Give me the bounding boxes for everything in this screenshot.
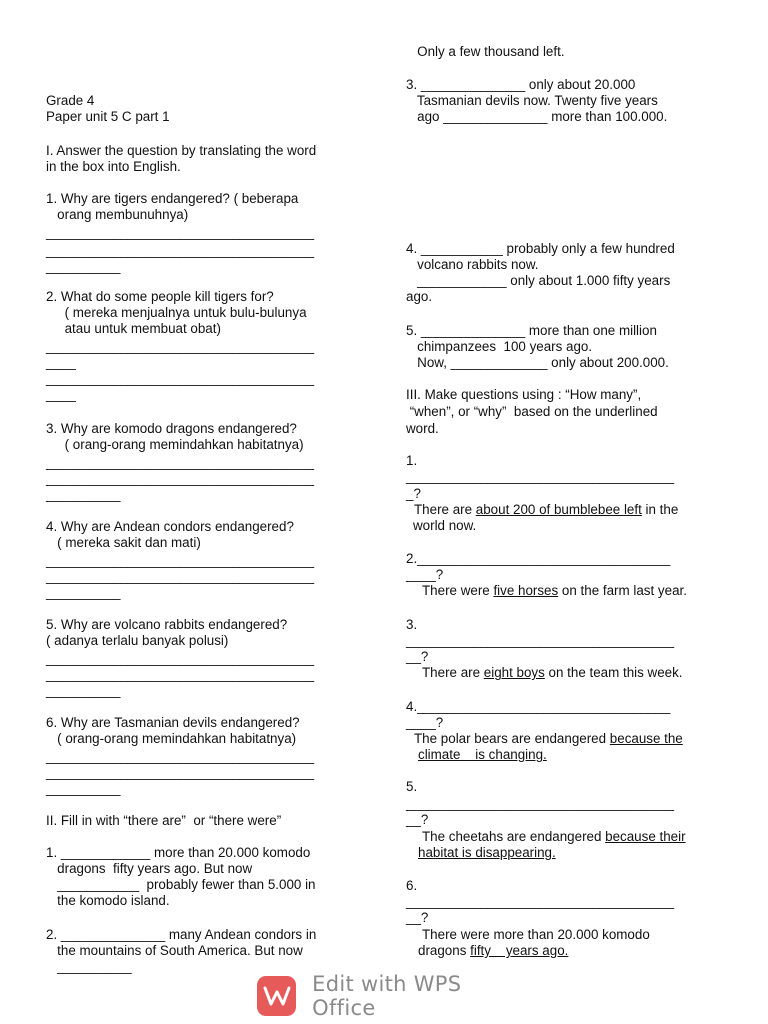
given-answer-4-cont: climate is changing. [418,747,547,762]
fill-5: 5. ______________ more than one million [406,323,657,338]
answer-line[interactable]: __________ [46,781,121,796]
fill-2: 2. ______________ many Andean condors in [46,927,317,942]
section-3-heading-cont: word. [406,421,439,436]
wps-banner[interactable] [257,974,527,1018]
make-question-2[interactable]: 2.__________________________________ [406,551,671,566]
question-3: 3. Why are komodo dragons endangered? [46,421,297,436]
section-3-heading: III. Make questions using : “How many”, [406,387,642,402]
answer-line[interactable]: __________ [46,487,121,502]
grade-label: Grade 4 [46,93,95,108]
fill-3-cont: Tasmanian devils now. Twenty five years [406,93,658,108]
question-1-hint: orang membunuhnya) [46,207,189,222]
make-question-3: 3. [406,617,418,632]
given-answer-6-cont: dragons fifty years ago. [418,943,569,958]
answer-line[interactable]: __________ [46,683,121,698]
answer-line[interactable]: ____ [46,387,76,402]
make-question-4[interactable]: 4.__________________________________ [406,699,671,714]
question-2-hint-cont: atau untuk membuat obat) [46,321,221,336]
answer-line[interactable]: __? [406,812,429,827]
answer-line[interactable]: __? [406,649,429,664]
answer-line[interactable]: ____________________________________ [46,553,315,568]
answer-line[interactable]: ____________________________________ [46,667,315,682]
given-answer-3: There are eight boys on the team this week. [422,665,683,680]
answer-line[interactable]: ____________________________________ [406,894,675,909]
answer-line[interactable]: ____ [46,355,76,370]
given-answer-5-cont: habitat is disappearing. [418,845,556,860]
answer-line[interactable]: ____________________________________ [46,569,315,584]
question-2-hint: ( mereka menjualnya untuk bulu-bulunya [46,305,307,320]
make-question-5: 5. [406,779,418,794]
answer-line[interactable]: ____________________________________ [406,796,675,811]
given-answer-1-cont: world now. [413,518,477,533]
fill-1-cont: ___________ probably fewer than 5.000 in [46,877,316,892]
answer-line[interactable]: __________ [46,585,121,600]
fill-5-cont: Now, _____________ only about 200.000. [406,355,669,370]
fill-3-cont: ago ______________ more than 100.000. [406,109,668,124]
question-6: 6. Why are Tasmanian devils endangered? [46,715,300,730]
answer-line[interactable]: ____________________________________ [46,471,315,486]
question-4: 4. Why are Andean condors endangered? [46,519,294,534]
section-1-heading-cont: in the box into English. [46,159,181,174]
fill-2-end: Only a few thousand left. [406,44,565,59]
fill-4-cont: ____________ only about 1.000 fifty years [406,273,671,288]
fill-2-cont: the mountains of South America. But now [46,943,303,958]
given-answer-6: There were more than 20.000 komodo [422,927,650,942]
answer-line[interactable]: ____________________________________ [46,243,315,258]
answer-line[interactable]: ____________________________________ [46,651,315,666]
answer-line[interactable]: ____________________________________ [46,455,315,470]
fill-5-cont: chimpanzees 100 years ago. [406,339,593,354]
answer-line[interactable]: _? [406,486,421,501]
answer-line[interactable]: ____________________________________ [406,469,675,484]
question-6-hint: ( orang-orang memindahkan habitatnya) [46,731,297,746]
answer-line[interactable]: ____? [406,715,444,730]
answer-line[interactable]: ____________________________________ [46,765,315,780]
answer-line[interactable]: ____________________________________ [46,339,315,354]
question-5: 5. Why are volcano rabbits endangered? [46,617,288,632]
answer-line[interactable]: ____________________________________ [46,225,315,240]
given-answer-4: The polar bears are endangered because the [414,731,683,746]
wps-logo-icon [257,976,296,1016]
fill-4-cont: volcano rabbits now. [406,257,539,272]
section-1-heading: I. Answer the question by translating the word [46,143,317,158]
section-3-heading-cont: “when”, or “why” based on the underlined [406,404,658,419]
given-answer-5: The cheetahs are endangered because their [422,829,686,844]
wps-edit-label[interactable]: Edit with WPS Office [312,972,462,1020]
answer-line[interactable]: __? [406,910,429,925]
question-1: 1. Why are tigers endangered? ( beberapa [46,191,299,206]
given-answer-2: There were five horses on the farm last year. [422,583,687,598]
answer-line[interactable]: ____________________________________ [406,633,675,648]
paper-title: Paper unit 5 C part 1 [46,109,170,124]
section-2-heading: II. Fill in with “there are” or “there were” [46,813,282,828]
answer-line[interactable]: ____________________________________ [46,371,315,386]
question-4-hint: ( mereka sakit dan mati) [46,535,201,550]
given-answer-1: There are about 200 of bumblebee left in the [414,502,679,517]
fill-1-cont: the komodo island. [46,893,170,908]
question-3-hint: ( orang-orang memindahkan habitatnya) [46,437,304,452]
question-2: 2. What do some people kill tigers for? [46,289,274,304]
answer-line[interactable]: __________ [46,259,121,274]
answer-line[interactable]: ____________________________________ [46,749,315,764]
question-5-hint: ( adanya terlalu banyak polusi) [46,633,229,648]
make-question-1: 1. [406,453,418,468]
answer-line[interactable]: ____? [406,567,444,582]
fill-1: 1. ____________ more than 20.000 komodo [46,845,311,860]
wps-w-icon [263,985,291,1007]
fill-4: 4. ___________ probably only a few hundred [406,241,675,256]
make-question-6: 6. [406,878,418,893]
fill-4-cont: ago. [406,289,433,304]
fill-2-cont: __________ [46,959,132,974]
fill-3: 3. ______________ only about 20.000 [406,77,636,92]
fill-1-cont: dragons fifty years ago. But now [46,861,253,876]
